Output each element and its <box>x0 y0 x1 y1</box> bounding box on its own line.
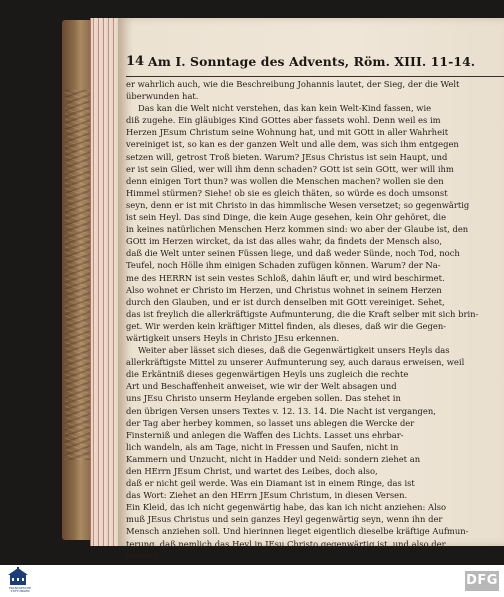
text-line: denn einigen Tort thun? was wollen die Menschen machen? wollen sie den <box>126 175 444 186</box>
text-line: seyn, denn er ist mit Christo in das himmlische Wesen versetzet; so gegenwärtig <box>126 199 470 210</box>
text-line: daß die Welt unter seinen Füssen liege, und daß weder Sünde, noch Tod, noch <box>126 248 460 259</box>
text-line: das ist freylich die allerkräftigste Aufmunterung, die die Kraft selber mit sich brin- <box>126 308 479 319</box>
text-line: Herzen JEsum Christum seine Wohnung hat, und mit GOtt in aller Wahrheit <box>126 127 449 138</box>
text-line: Weiter aber lässet sich dieses, daß die Gegenwärtigkeit unsers Heyls das <box>138 345 450 356</box>
text-line: Das kan die Welt nicht verstehen, das kan kein Welt-Kind fassen, wie <box>138 103 432 114</box>
provider-logo-text: FRANCKESCHE STIFTUNGEN <box>8 586 32 594</box>
book-page <box>118 18 504 561</box>
text-line: vereiniget ist, so kan es der ganzen Welt und alle dem, was sich ihm entgegen <box>126 139 459 150</box>
page-header <box>126 54 504 76</box>
text-line: Mensch <box>126 550 160 561</box>
text-line: uns JEsu Christo unserm Heylande ergeben sollen. Das stehet in <box>126 393 401 404</box>
text-line: terung, daß nemlich das Heyl in JEsu Christo gegenwärtig ist, und also der <box>126 538 446 549</box>
body-text <box>126 78 504 562</box>
spine-ornament <box>65 90 91 460</box>
text-line: allerkräftigste Mittel zu unserer Aufmunterung sey, auch daraus erweisen, weil <box>126 357 465 368</box>
text-line: die Erkäntniß dieses gegenwärtigen Heyls uns zugleich die rechte <box>126 369 409 380</box>
text-line: den übrigen Versen unsers Textes v. 12. 13. 14. Die Nacht ist vergangen, <box>126 405 436 416</box>
text-line: der Tag aber herbey kommen, so lasset uns ablegen die Wercke der <box>126 417 415 428</box>
running-head: Am I. Sonntage des Advents, Röm. XIII. 11-14. <box>148 54 476 69</box>
text-line: in keines natürlichen Menschen Herz kommen sind: wo aber der Glaube ist, den <box>126 224 469 235</box>
text-line: er ist sein Glied, wer will ihm denn schaden? GOtt ist sein GOtt, wer will ihm <box>126 163 454 174</box>
text-line: durch den Glauben, und er ist durch denselben mit GOtt vereiniget. Sehet, <box>126 296 445 307</box>
text-line: er wahrlich auch, wie die Beschreibung Johannis lautet, der Sieg, der die Welt <box>126 79 460 89</box>
orphanage-building-icon <box>4 567 32 587</box>
text-line: ist sein Heyl. Das sind Dinge, die kein Auge gesehen, kein Ohr gehöret, die <box>126 212 447 223</box>
text-line: Also wohnet er Christo im Herzen, und Christus wohnet in seinem Herzen <box>126 284 442 295</box>
text-line: Mensch anziehen soll. Und hierinnen lieget eigentlich dieselbe kräftige Aufmun- <box>126 526 469 537</box>
text-line: Himmel stürmen? Siehe! ob sie es gleich thäten, so würde es doch umsonst <box>126 187 448 198</box>
text-line: muß JEsus Christus und sein ganzes Heyl gegenwärtig seyn, wenn ihn der <box>126 514 443 525</box>
dfg-logo[interactable]: DFG <box>465 571 499 591</box>
text-line: überwunden hat. <box>126 91 199 102</box>
text-line: Ein Kleid, das ich nicht gegenwärtig habe, das kan ich nicht anziehen: Also <box>126 502 447 513</box>
text-line: den HErrn JEsum Christ, und wartet des Leibes, doch also, <box>126 466 378 476</box>
text-line: diß zugehe. Ein gläubiges Kind GOttes aber fassets wohl. Denn weil es im <box>126 115 441 126</box>
text-line: wärtigkeit unsers Heyls in Christo JEsu erkennen. <box>126 332 340 343</box>
provider-logo[interactable] <box>4 567 32 595</box>
text-line: me des HERRN ist sein vestes Schloß, dahin läuft er, und wird beschirmet. <box>126 272 445 283</box>
text-line: lich wandeln, als am Tage, nicht in Fressen und Saufen, nicht in <box>126 441 399 452</box>
text-line: daß er nicht geil werde. Was ein Diamant ist in einem Ringe, das ist <box>126 478 415 489</box>
text-line: setzen will, getrost Troß bieten. Warum? JEsus Christus ist sein Haupt, und <box>126 151 448 162</box>
text-line: das Wort: Ziehet an den HErrn JEsum Christum, in diesen Versen. <box>126 490 408 501</box>
page-number: 14 <box>126 54 145 69</box>
header-rule <box>126 76 504 77</box>
text-line: Teufel, noch Hölle ihm einigen Schaden zufügen können. Warum? der Na- <box>126 260 441 271</box>
text-line: GOtt im Herzen wircket, da ist das alles wahr, da findets der Mensch also, <box>126 236 443 247</box>
text-line: Art und Beschaffenheit anweiset, wie wir der Welt absagen und <box>126 381 397 392</box>
book-scan <box>62 18 504 561</box>
page-edges <box>90 18 119 546</box>
text-line: get. Wir werden kein kräftiger Mittel finden, als dieses, daß wir die Gegen- <box>126 320 447 331</box>
text-line: Kammern und Unzucht, nicht in Hadder und Neid: sondern ziehet an <box>126 453 421 464</box>
text-line: Finsterniß und anlegen die Waffen des Lichts. Lasset uns ehrbar- <box>126 429 404 440</box>
footer-bar <box>0 565 504 597</box>
